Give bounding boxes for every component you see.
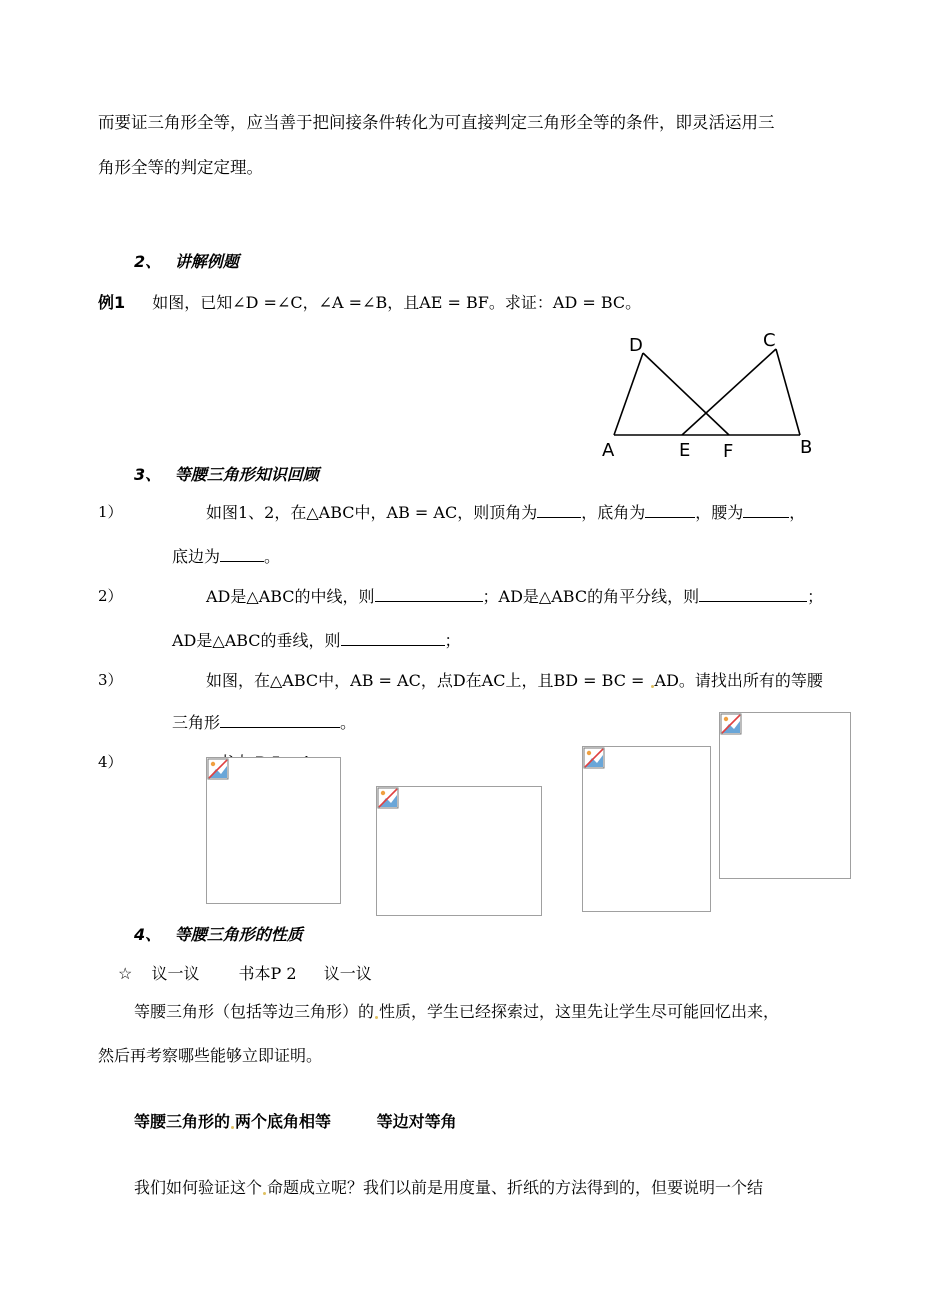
q2-line-2 (172, 628, 461, 651)
discuss-label-1: 议一议 (151, 964, 200, 983)
q1-text-c: ，腰为 (695, 503, 744, 522)
discuss-label-2: 议一议 (323, 964, 372, 983)
segment-cb (776, 349, 800, 435)
q3-line-2 (172, 710, 356, 733)
q1-text-f: 。 (264, 547, 281, 566)
image-placeholder-3 (582, 746, 711, 912)
label-f: F (723, 441, 734, 462)
q3-number: 3） (98, 671, 123, 689)
q1-line-1 (206, 500, 805, 523)
broken-image-icon (720, 713, 742, 735)
label-b: B (800, 437, 813, 458)
q2-blank-altitude (341, 631, 445, 646)
q2-text-a: AD是△ABC的中线，则 (206, 587, 375, 606)
q3-text-d: 。 (340, 713, 357, 732)
discuss-book-ref: 书本P 2 (238, 964, 297, 983)
segment-df (643, 353, 729, 435)
para1-line-1 (134, 999, 779, 1022)
discuss-line (118, 961, 372, 984)
q2-text-c: ； (807, 587, 824, 606)
image-placeholder-1 (206, 757, 341, 904)
example-1 (98, 290, 641, 313)
image-placeholder-2 (376, 786, 542, 916)
label-d: D (629, 335, 643, 356)
section-4-heading (134, 922, 303, 945)
label-a: A (602, 440, 615, 461)
label-e: E (679, 440, 691, 461)
broken-image-icon (207, 758, 229, 780)
q2-line-1 (206, 584, 823, 607)
triangle-figure (596, 325, 826, 465)
marker-dot (263, 1192, 266, 1195)
para2-line-1 (134, 1175, 763, 1198)
q1-text-e: 底边为 (172, 547, 221, 566)
example-1-label: 例1 (98, 293, 126, 312)
q3-blank-triangles (220, 713, 340, 728)
q4-number: 4） (98, 753, 123, 771)
broken-image-icon (583, 747, 605, 769)
theorem-text-a: 等腰三角形的 (134, 1112, 231, 1131)
segment-ec (682, 349, 776, 435)
para2-text-a: 我们如何验证这个 (134, 1178, 263, 1197)
q1-number: 1） (98, 503, 123, 521)
image-placeholder-4 (719, 712, 851, 879)
q1-blank-base-angle (645, 503, 695, 518)
marker-dot (231, 1126, 234, 1129)
section-3-title: 等腰三角形知识回顾 (174, 465, 319, 484)
marker-dot (375, 1016, 378, 1019)
section-3-heading (134, 462, 319, 485)
q2-text-d: AD是△ABC的垂线，则 (172, 631, 341, 650)
section-2-heading (134, 249, 239, 272)
theorem-line (134, 1109, 457, 1132)
star-icon: ☆ (118, 964, 133, 983)
theorem-text-b: 两个底角相等 (235, 1112, 332, 1131)
q2-number: 2） (98, 587, 123, 605)
intro-line-2: 角形全等的判定定理。 (98, 158, 263, 177)
marker-dot (651, 685, 654, 688)
para2-text-b: 命题成立呢？我们以前是用度量、折纸的方法得到的，但要说明一个结 (267, 1178, 764, 1197)
broken-image-icon (377, 787, 399, 809)
q2-text-b: ；AD是△ABC的角平分线，则 (482, 587, 700, 606)
q3-text-c: 三角形 (172, 713, 221, 732)
q3-line-1 (206, 668, 823, 691)
para1-text-b: 性质，学生已经探索过，这里先让学生尽可能回忆出来， (379, 1002, 780, 1021)
q1-blank-base (220, 547, 264, 562)
label-c: C (763, 330, 776, 351)
para1-text-a: 等腰三角形（包括等边三角形）的 (134, 1002, 375, 1021)
intro-line-1: 而要证三角形全等，应当善于把间接条件转化为可直接判定三角形全等的条件，即灵活运用三 (98, 113, 775, 132)
section-2-number: 2、 (134, 252, 162, 271)
q1-blank-apex (537, 503, 581, 518)
q1-blank-leg (743, 503, 789, 518)
q1-text-a: 如图1、2，在△ABC中，AB = AC，则顶角为 (206, 503, 538, 522)
para1-line-2: 然后再考察哪些能够立即证明。 (98, 1046, 323, 1065)
section-2-title: 讲解例题 (174, 252, 239, 271)
q1-text-b: ，底角为 (581, 503, 646, 522)
q1-line-2 (172, 544, 280, 567)
section-4-number: 4、 (134, 925, 162, 944)
segment-ad (614, 353, 643, 435)
section-3-number: 3、 (134, 465, 162, 484)
section-4-title: 等腰三角形的性质 (174, 925, 303, 944)
q2-blank-bisector (699, 587, 807, 602)
q2-text-e: ； (444, 631, 461, 650)
example-1-text: 如图，已知∠D =∠C，∠A =∠B，且AE = BF。求证：AD = BC。 (152, 293, 642, 312)
q3-text-a: 如图，在△ABC中，AB = AC，点D在AC上，且BD = BC = (206, 671, 650, 690)
q2-blank-median (375, 587, 483, 602)
q1-text-d: ， (789, 503, 806, 522)
q3-text-b: AD。请找出所有的等腰 (654, 671, 823, 690)
theorem-text-c: 等边对等角 (376, 1112, 457, 1131)
